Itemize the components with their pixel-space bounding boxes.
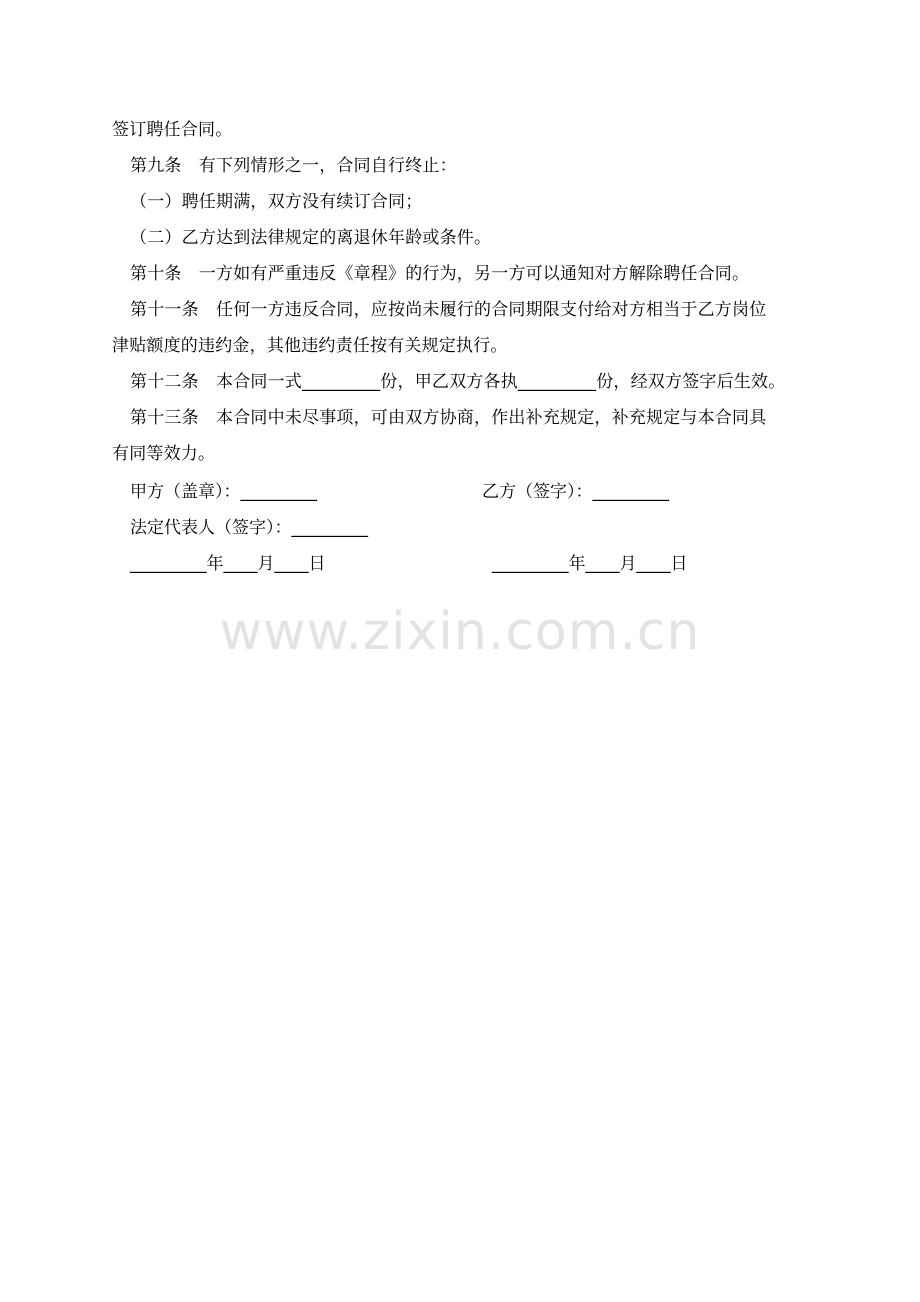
party-b-signature: 乙方（签字）：_________ (482, 482, 669, 502)
clause-ten: 第十条 一方如有严重违反《章程》的行为，另一方可以通知对方解除聘任合同。 (130, 264, 750, 284)
clause-nine-item-2: （二）乙方达到法律规定的离退休年龄或条件。 (130, 228, 492, 248)
clause-nine: 第九条 有下列情形之一，合同自行终止： (130, 156, 457, 176)
clause-twelve: 第十二条 本合同一式_________份，甲乙双方各执_________份，经双方签字后生效。 (130, 372, 786, 392)
paragraph-line: 签订聘任合同。 (112, 120, 233, 140)
clause-eleven: 第十一条 任何一方违反合同，应按尚未履行的合同期限支付给对方相当于乙方岗位 (130, 300, 767, 320)
clause-thirteen-continued: 有同等效力。 (112, 444, 216, 464)
clause-eleven-continued: 津贴额度的违约金，其他违约责任按有关规定执行。 (112, 336, 508, 356)
clause-thirteen: 第十三条 本合同中未尽事项，可由双方协商，作出补充规定，补充规定与本合同具 (130, 408, 767, 428)
date-left: _________年____月____日 (130, 554, 326, 574)
legal-representative-signature: 法定代表人（签字）：_________ (130, 518, 368, 538)
watermark-text: www.zixin.com.cn (219, 602, 701, 662)
clause-nine-item-1: （一）聘任期满，双方没有续订合同； (130, 192, 423, 212)
date-right: _________年____月____日 (492, 554, 688, 574)
party-a-seal: 甲方（盖章）：_________ (130, 482, 317, 502)
watermark (0, 600, 920, 664)
